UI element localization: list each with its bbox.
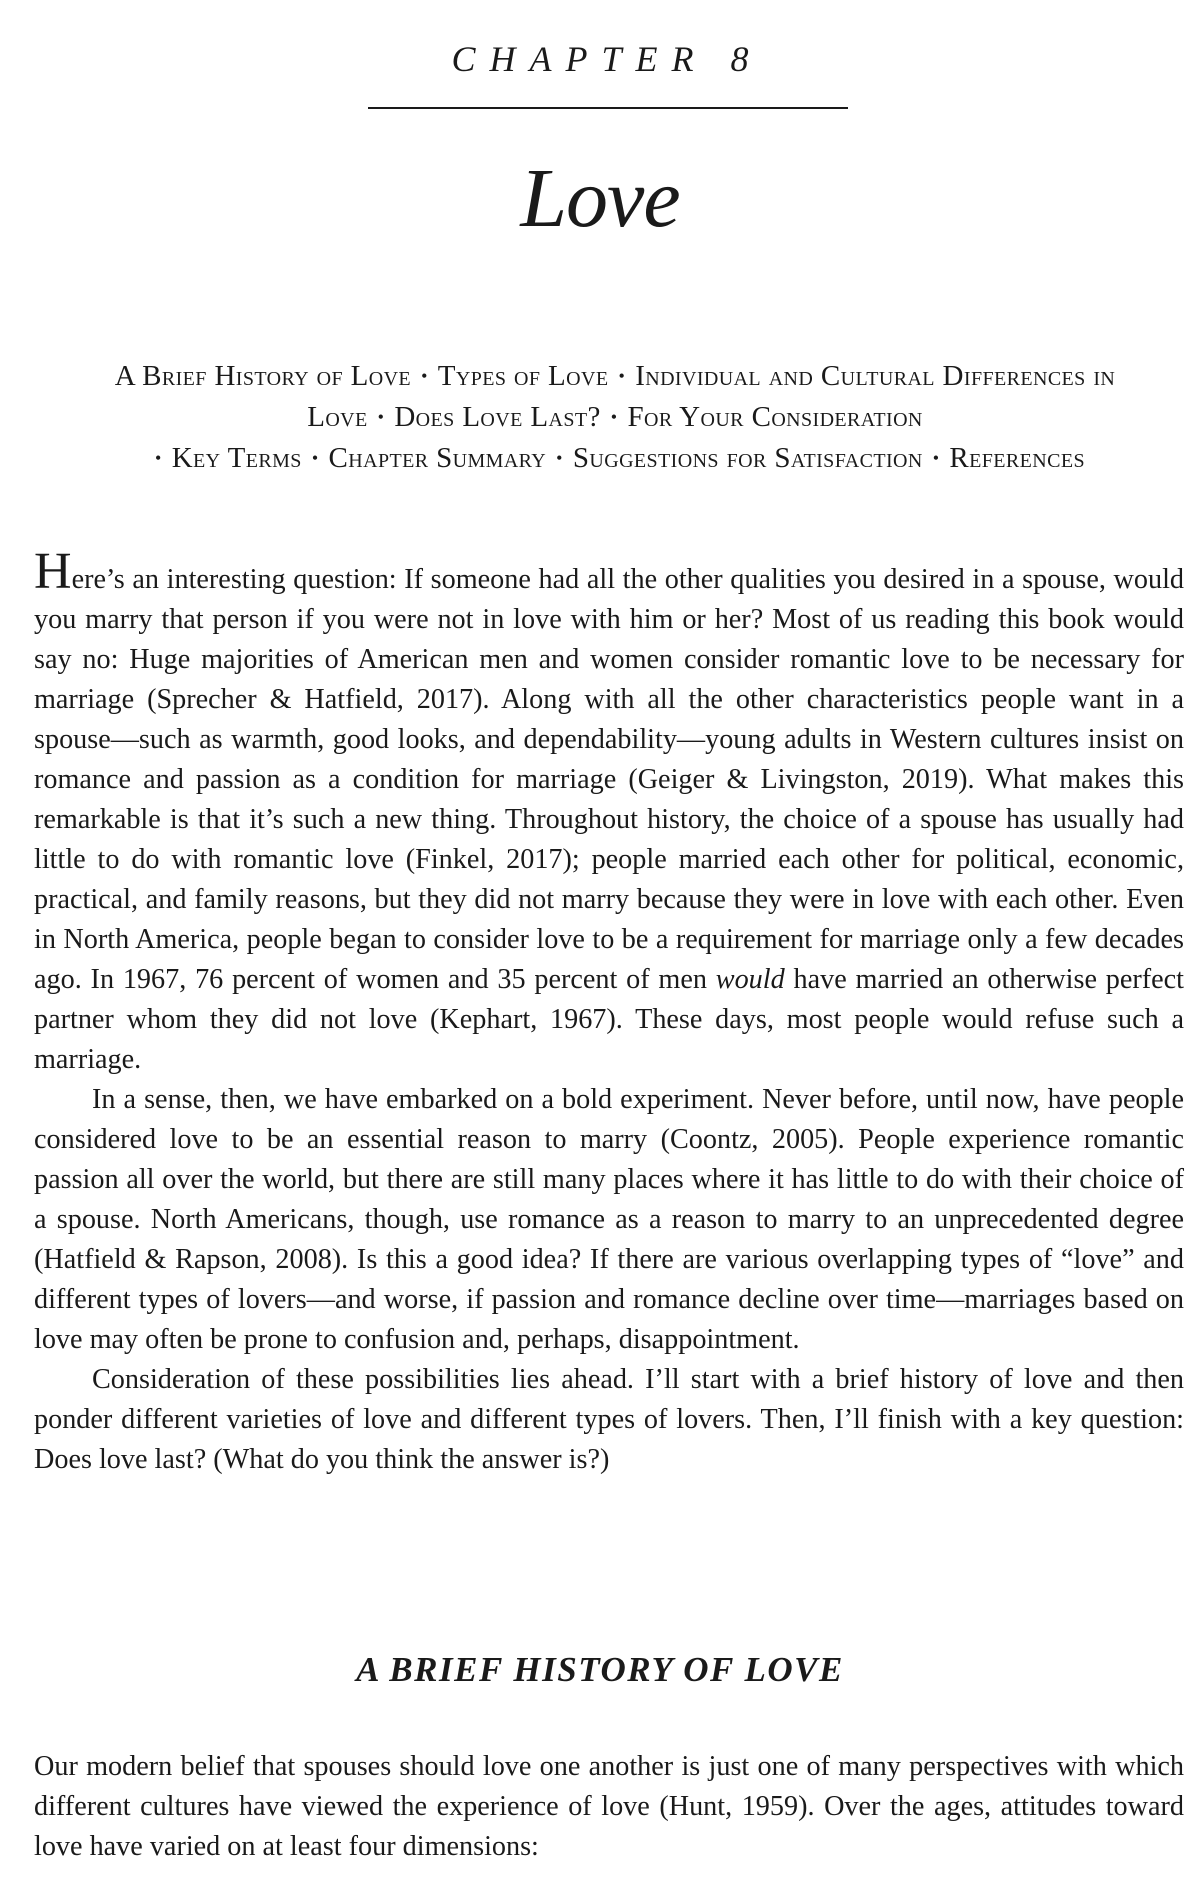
section-body — [34, 1747, 1184, 1867]
toc-bullet: • — [556, 448, 563, 468]
toc-item: A Brief History of Love — [114, 360, 412, 392]
chapter-intro — [34, 543, 1184, 1480]
toc-bullet: • — [155, 448, 162, 468]
section-heading: A BRIEF HISTORY OF LOVE — [356, 1650, 844, 1689]
paragraph-text: have married an otherwise perfect partner whom they did not love (Kephart, 1967). These days, most people would refuse such a marriage. — [34, 964, 1184, 1075]
toc-item: Suggestions for Satisfaction — [572, 442, 923, 474]
paragraph-intro-3: Consideration of these possibilities lies ahead. I’ll start with a brief history of love and then ponder different varieties of love and different types of lovers. Then, I’ll finish with a key question: Does love last? (What do you think the answer is?) — [34, 1364, 1184, 1475]
toc-item: Key Terms — [171, 442, 302, 474]
toc-item: Does Love Last? — [394, 401, 601, 433]
toc-item: Individual and Cultural Differences in Love — [307, 360, 1116, 433]
toc-item: Types of Love — [437, 360, 609, 392]
chapter-label: CHAPTER 8 — [451, 39, 763, 79]
chapter-title: Love — [520, 152, 680, 245]
toc-line — [60, 356, 1170, 479]
toc-item: References — [949, 442, 1085, 474]
paragraph-text: ere’s an interesting question: If someone had all the other qualities you desired in a spouse, would you marry that person if you were not in love with him or her? Most of us reading this book would say no: Huge majorities of American men and women consider romantic love to be necessary for marriage (Sprecher & Hatfield, 2017). Along with all the other characteristics people want in a spouse—such as warmth, good looks, and dependability—young adults in Western cultures insist on romance and passion as a condition for marriage (Geiger & Livingston, 2019). What makes this remarkable is that it’s such a new thing. Throughout history, the choice of a spouse has usually had little to do with romantic love (Finkel, 2017); people married each other for political, economic, practical, and family reasons, but they did not marry because they were in love with each other. Even in North America, people began to consider love to be a requirement for marriage only a few decades ago. In 1967, 76 percent of women and 35 percent of men — [34, 564, 1184, 995]
paragraph-intro-2: In a sense, then, we have embarked on a bold experiment. Never before, until now, have people considered love to be an essential reason to marry (Coontz, 2005). People experience romantic passion all over the world, but there are still many places where it has little to do with their choice of a spouse. North Americans, though, use romance as a reason to marry to an unprecedented degree (Hatfield & Rapson, 2008). Is this a good idea? If there are various overlapping types of “love” and different types of lovers—and worse, if passion and romance decline over time—marriages based on love may often be prone to confusion and, perhaps, disappointment. — [34, 1084, 1184, 1355]
emphasis-text: would — [715, 964, 785, 995]
toc-item: For Your Consideration — [627, 401, 923, 433]
toc-bullet: • — [421, 366, 428, 386]
toc-bullet: • — [377, 407, 385, 427]
toc-bullet: • — [610, 407, 618, 427]
toc-bullet: • — [311, 448, 319, 468]
paragraph-intro-1 — [34, 543, 1184, 1080]
toc-bullet: • — [932, 448, 940, 468]
toc-bullet: • — [618, 366, 626, 386]
chapter-contents — [60, 356, 1170, 479]
drop-cap: H — [34, 543, 72, 600]
toc-item: Chapter Summary — [328, 442, 547, 474]
paragraph-section-1: Our modern belief that spouses should love one another is just one of many perspectives with which different cultures have viewed the experience of love (Hunt, 1959). Over the ages, attitudes toward love have varied on at least four dimensions: — [34, 1751, 1184, 1862]
chapter-rule — [368, 107, 848, 109]
